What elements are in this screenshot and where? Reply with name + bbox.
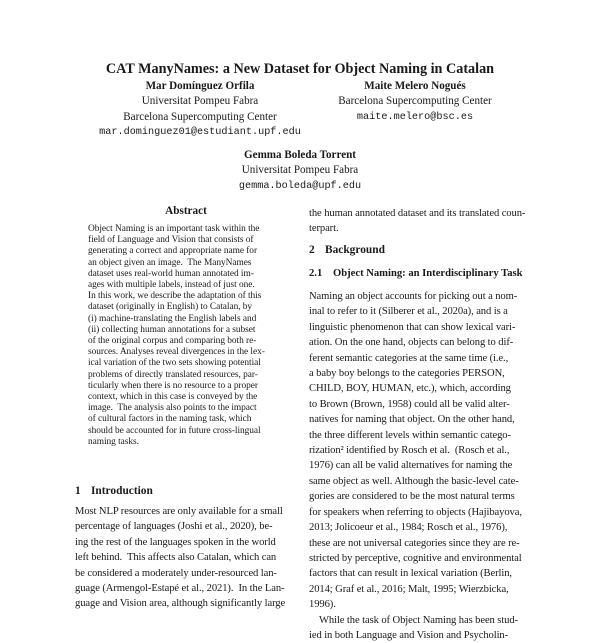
section-number: 2 [309, 244, 315, 256]
introduction-body: Most NLP resources are only available for a small percentage of languages (Joshi et al., 2020), be- ing the rest of the languages spoken in the world left behind. This affects also Catalan, which can be considered a moderately under-resourced lan- guage (Armengol-Estapé et al., 2021). In the Lan- guage and Vision area, although significantly large [75, 506, 286, 610]
background-body: Naming an object accounts for picking out a nom- inal to refer to it (Silberer et al., 2020a), and is a linguistic phenomenon that can show lexical vari- ation. On the one hand, objects can belong to dif- ferent semantic categories at the same time (i.e., a baby boy belongs to the categories PERSON, CHILD, BOY, HUMAN, etc.), which, according to Brown (Brown, 1958) could all be valid alter- natives for naming that object. On the other hand, the three different levels within semantic catego- rization² identified by Rosch et al. (Rosch et al., 1976) can all be valid alternatives for naming the same object as well. Although the basic-level cate- gories are considered to be the most natural terms for speakers when referring to objects (Hajibayova, 2013; Jolicoeur et al., 1984; Rosch et al., 1976), these are not universal categories since they are re- stricted by perceptive, cognitive and environmental factors that can result in lexical variation (Berlin, 2014; Graf et al., 2016; Malt, 1995; Wierzbicka, 1996). While the task of Object Naming has been stud- ied in both Language and Vision and Psycholin- [309, 291, 522, 641]
author-email[interactable]: gemma.boleda@upf.edu [238, 180, 362, 192]
section-heading-background [309, 244, 385, 256]
section-heading-introduction [75, 485, 153, 497]
abstract-text: Object Naming is an important task within the field of Language and Vision that consists of generating a correct and appropriate name for an object given an image. The ManyNames dataset uses real-world human annotated im- ages with multiple labels, instead of just one. In this work, we describe the adaptation of this dataset (originally in English) to Catalan, by (i) machine-translating the English labels and (ii) collecting human annotations for a subset of the original corpus and comparing both re- sources. Analyses reveal divergences in the lex- ical variation of the two sets showing potential problems of directly translated resources, par- ticularly when there is no resource to a proper context, which in this case is conveyed by the image. The analysis also points to the impact of cultural factors in the naming task, which should be accounted for in future cross-lingual naming tasks. [88, 224, 265, 447]
section-number: 1 [75, 485, 81, 497]
subsection-title: Object Naming: an Interdisciplinary Task [333, 268, 523, 279]
author-email[interactable]: mar.dominguez01@estudiant.upf.edu [99, 126, 301, 138]
author-block [300, 79, 530, 125]
author-affiliation: Universitat Pompeu Fabra [141, 95, 259, 108]
author-name: Mar Domínguez Orfila [145, 80, 255, 92]
section-title: Introduction [91, 485, 153, 497]
abstract-heading: Abstract [165, 205, 207, 217]
author-block [170, 148, 430, 194]
author-affiliation: Barcelona Supercomputing Center [123, 110, 277, 123]
right-column-continuation: the human annotated dataset and its translated coun- terpart. [309, 208, 526, 235]
subsection-heading [309, 268, 523, 279]
author-name: Maite Melero Nogués [364, 80, 466, 92]
author-affiliation: Barcelona Supercomputing Center [338, 95, 492, 108]
author-email[interactable]: maite.melero@bsc.es [356, 111, 474, 123]
paper-title: CAT ManyNames: a New Dataset for Object Naming in Catalan [105, 61, 495, 77]
section-title: Background [325, 244, 385, 256]
author-affiliation: Universitat Pompeu Fabra [241, 164, 359, 177]
subsection-number: 2.1 [309, 268, 323, 279]
author-name: Gemma Boleda Torrent [244, 149, 356, 161]
author-block [70, 79, 330, 140]
